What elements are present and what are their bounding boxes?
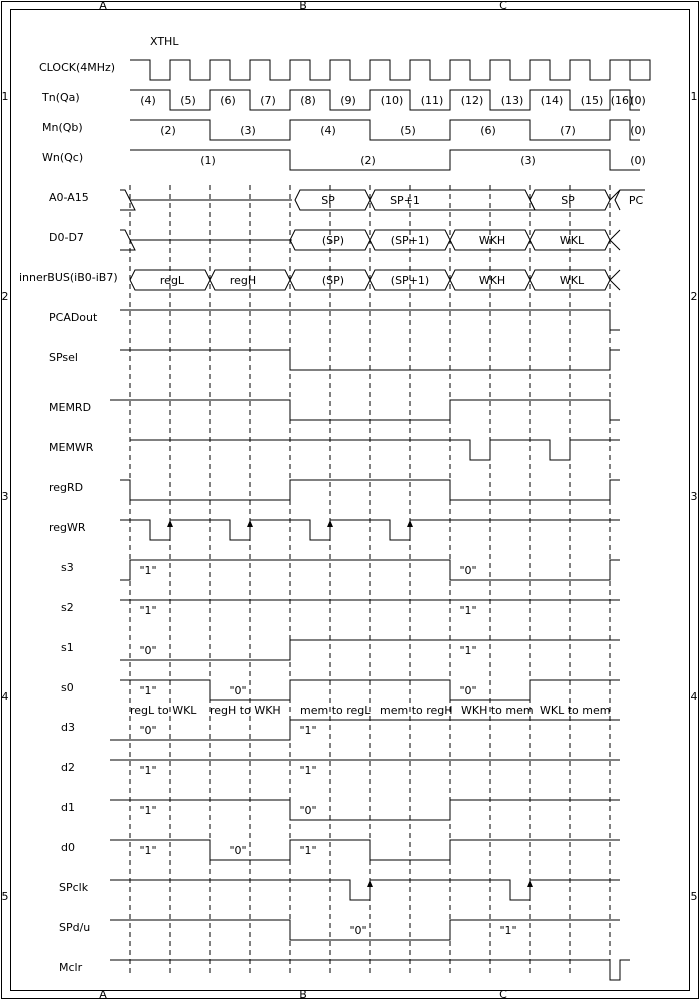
s1-state-label: "0" xyxy=(139,644,157,657)
d3-state-label: "1" xyxy=(299,724,317,737)
tn-state-label: (11) xyxy=(420,94,444,107)
s3-state-label: "0" xyxy=(459,564,477,577)
zone-label-right: 2 xyxy=(690,290,698,303)
d0-state-label: "1" xyxy=(139,844,157,857)
d1-waveform xyxy=(110,800,620,820)
transfer-annotation: mem to regH xyxy=(380,704,453,717)
inner-bus-state-label: regL xyxy=(159,274,185,287)
transfer-annotation: regH to WKH xyxy=(210,704,281,717)
tn-state-label: (10) xyxy=(380,94,404,107)
signal-name-s3: s3 xyxy=(61,561,74,574)
transfer-annotation: regL to WKL xyxy=(130,704,197,717)
wn-state-label: (0) xyxy=(630,154,646,167)
s2-state-label: "1" xyxy=(139,604,157,617)
mn-state-label: (5) xyxy=(400,124,416,137)
d0-waveform xyxy=(110,840,620,860)
zone-label-bottom: B xyxy=(299,988,307,1000)
zone-label-right: 3 xyxy=(690,490,698,503)
mn-state-label: (0) xyxy=(630,124,646,137)
regwr-rising-edge-arrow xyxy=(247,520,253,527)
a0-a15-state-label: SP xyxy=(561,194,575,207)
signal-name-mn-qb: Mn(Qb) xyxy=(42,121,83,134)
d1-state-label: "1" xyxy=(139,804,157,817)
zone-label-left: 2 xyxy=(1,290,9,303)
inner-bus-state-label: WKH xyxy=(478,274,506,287)
spdu-state-label: "0" xyxy=(349,924,367,937)
tn-state-label: (8) xyxy=(300,94,316,107)
spclk-rising-edge-arrow xyxy=(527,880,533,887)
spclk-rising-edge-arrow xyxy=(367,880,373,887)
d0-state-label: "1" xyxy=(299,844,317,857)
tn-state-label: (15) xyxy=(580,94,604,107)
signal-name-spsel: SPsel xyxy=(49,351,78,364)
signal-name-d3: d3 xyxy=(61,721,75,734)
signal-name-mclr: Mclr xyxy=(59,961,83,974)
signal-name-regwr: regWR xyxy=(49,521,86,534)
tn-state-label: (5) xyxy=(180,94,196,107)
spdu-state-label: "1" xyxy=(499,924,517,937)
d0-d7-state-label: (SP) xyxy=(321,234,345,247)
signal-name-s0: s0 xyxy=(61,681,74,694)
memrd-waveform xyxy=(110,400,620,420)
inner-bus-state-label: regH xyxy=(229,274,257,287)
tn-state-label: (7) xyxy=(260,94,276,107)
zone-label-left: 4 xyxy=(1,690,9,703)
clock-waveform xyxy=(130,60,650,80)
d0-state-label: "0" xyxy=(229,844,247,857)
s2-state-label: "1" xyxy=(459,604,477,617)
signal-name-spclk: SPclk xyxy=(59,881,89,894)
signal-name-s1: s1 xyxy=(61,641,74,654)
d0-d7-state-label: WKL xyxy=(559,234,585,247)
transfer-annotation: mem to regL xyxy=(300,704,371,717)
signal-name-clock-4mhz: CLOCK(4MHz) xyxy=(39,61,116,74)
regwr-rising-edge-arrow xyxy=(407,520,413,527)
s1-state-label: "1" xyxy=(459,644,477,657)
a0-a15-state-label: PC xyxy=(628,194,644,207)
d2-state-label: "1" xyxy=(299,764,317,777)
wn-state-label: (3) xyxy=(520,154,536,167)
signal-name-d1: d1 xyxy=(61,801,75,814)
zone-label-right: 5 xyxy=(690,890,698,903)
zone-label-left: 1 xyxy=(1,90,9,103)
mn-state-label: (7) xyxy=(560,124,576,137)
zone-label-top: C xyxy=(499,0,507,12)
transfer-annotation: WKL to mem xyxy=(540,704,611,717)
signal-name-d0: d0 xyxy=(61,841,75,854)
signal-name-a0-a15: A0-A15 xyxy=(49,191,89,204)
signal-labels xyxy=(19,35,179,974)
inner-bus xyxy=(130,270,620,290)
d2-state-label: "1" xyxy=(139,764,157,777)
zone-label-bottom: A xyxy=(99,988,107,1000)
d0-d7-state-label: (SP+1) xyxy=(390,234,430,247)
mn-state-label: (6) xyxy=(480,124,496,137)
zone-label-right: 1 xyxy=(690,90,698,103)
zone-label-bottom: C xyxy=(499,988,507,1000)
zone-label-left: 3 xyxy=(1,490,9,503)
d0-d7-state-label: WKH xyxy=(478,234,506,247)
zone-label-left: 5 xyxy=(1,890,9,903)
d1-state-label: "0" xyxy=(299,804,317,817)
tn-state-label: (6) xyxy=(220,94,236,107)
state-labels xyxy=(130,94,646,937)
tn-state-label: (14) xyxy=(540,94,564,107)
signal-name-wn-qc: Wn(Qc) xyxy=(42,151,84,164)
a0-a15-state-label: SP xyxy=(321,194,335,207)
signal-name-tn-qa: Tn(Qa) xyxy=(42,91,80,104)
tn-state-label: (4) xyxy=(140,94,156,107)
inner-bus-state-label: WKL xyxy=(559,274,585,287)
regwr-rising-edge-arrow xyxy=(167,520,173,527)
s3-state-label: "1" xyxy=(139,564,157,577)
signal-name-memwr: MEMWR xyxy=(49,441,94,454)
signal-name-memrd: MEMRD xyxy=(49,401,92,414)
signal-name-d0-d7: D0-D7 xyxy=(49,231,84,244)
d3-state-label: "0" xyxy=(139,724,157,737)
s0-state-label: "0" xyxy=(459,684,477,697)
zone-label-top: B xyxy=(299,0,307,12)
a0-a15-state-label: SP+1 xyxy=(390,194,420,207)
instruction-label: XTHL xyxy=(150,35,179,48)
zone-label-right: 4 xyxy=(690,690,698,703)
signal-name-pcadout: PCADout xyxy=(49,311,98,324)
tn-state-label: (16) xyxy=(610,94,634,107)
spclk-waveform xyxy=(110,880,620,900)
d3-waveform xyxy=(110,720,620,740)
inner-bus-state-label: (SP+1) xyxy=(390,274,430,287)
inner-bus-state-label: (SP) xyxy=(321,274,345,287)
zone-label-top: A xyxy=(99,0,107,12)
s0-state-label: "0" xyxy=(229,684,247,697)
memwr-waveform xyxy=(130,440,620,460)
mn-state-label: (4) xyxy=(320,124,336,137)
tn-state-label: (0) xyxy=(630,94,646,107)
wn-state-label: (1) xyxy=(200,154,216,167)
regwr-rising-edge-arrow xyxy=(327,520,333,527)
signal-name-d2: d2 xyxy=(61,761,75,774)
tn-state-label: (9) xyxy=(340,94,356,107)
signal-name-s2: s2 xyxy=(61,601,74,614)
signal-name-regrd: regRD xyxy=(49,481,84,494)
mn-state-label: (3) xyxy=(240,124,256,137)
tn-state-label: (12) xyxy=(460,94,484,107)
wn-state-label: (2) xyxy=(360,154,376,167)
s0-state-label: "1" xyxy=(139,684,157,697)
signal-name-innerbus-ib0-ib7: innerBUS(iB0-iB7) xyxy=(19,271,118,284)
transfer-annotation: WKH to mem xyxy=(461,704,534,717)
mn-state-label: (2) xyxy=(160,124,176,137)
tn-state-label: (13) xyxy=(500,94,524,107)
signal-name-spd-u: SPd/u xyxy=(59,921,91,934)
